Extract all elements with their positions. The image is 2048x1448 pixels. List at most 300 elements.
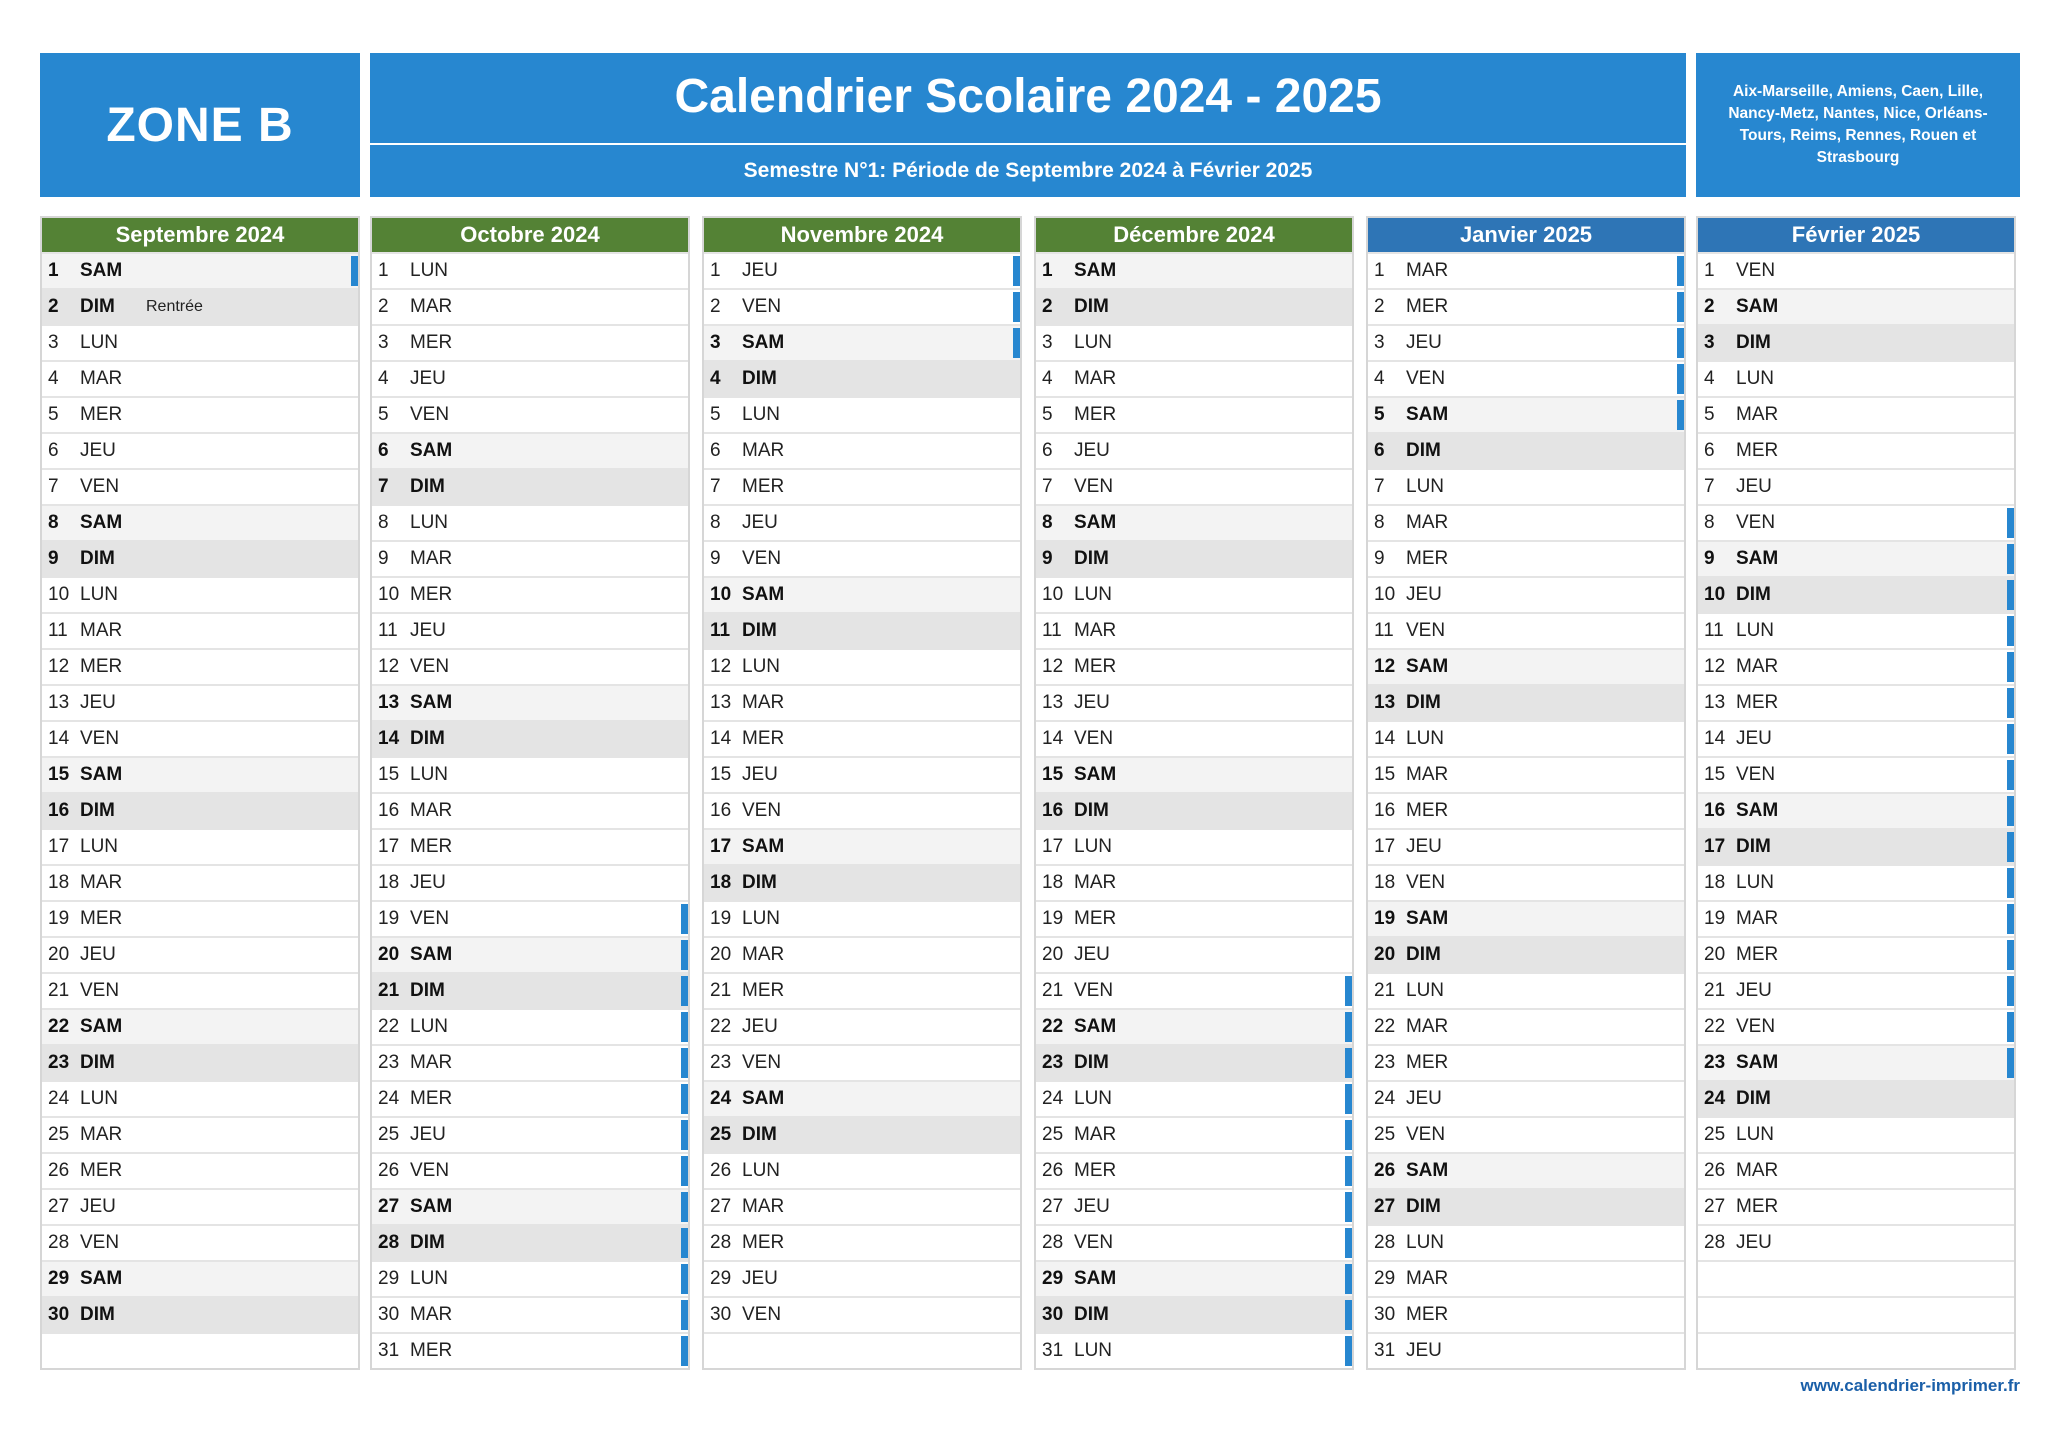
day-name: JEU — [742, 260, 778, 281]
day-number: 19 — [710, 908, 732, 929]
day-number: 21 — [48, 980, 70, 1001]
day-number: 28 — [1704, 1232, 1726, 1253]
vacation-marker — [681, 1192, 688, 1222]
day-number: 5 — [1042, 404, 1053, 425]
vacation-marker — [1345, 1156, 1352, 1186]
day-number: 17 — [48, 836, 70, 857]
day-row — [1698, 864, 2014, 900]
day-number: 10 — [1374, 584, 1396, 605]
day-row — [704, 360, 1020, 396]
month-header: Octobre 2024 — [372, 218, 688, 252]
month-column — [1366, 216, 1686, 1370]
day-name: VEN — [410, 656, 450, 677]
day-row — [42, 720, 358, 756]
website-link[interactable]: www.calendrier-imprimer.fr — [1800, 1376, 2020, 1395]
day-row — [372, 756, 688, 792]
day-name: LUN — [1736, 620, 1775, 641]
day-row — [372, 1224, 688, 1260]
day-row — [372, 648, 688, 684]
day-name: SAM — [80, 512, 123, 533]
day-number: 7 — [1374, 476, 1385, 497]
day-number: 9 — [710, 548, 721, 569]
day-number: 20 — [378, 944, 400, 965]
day-row — [1036, 612, 1352, 648]
day-row — [704, 792, 1020, 828]
day-row — [704, 864, 1020, 900]
day-row — [372, 900, 688, 936]
day-name: VEN — [742, 1052, 782, 1073]
vacation-marker — [1345, 1336, 1352, 1366]
day-number: 27 — [378, 1196, 400, 1217]
day-number: 29 — [710, 1268, 732, 1289]
day-number: 30 — [1374, 1304, 1396, 1325]
day-name: MER — [1406, 1304, 1449, 1325]
day-number: 28 — [710, 1232, 732, 1253]
day-row — [1698, 900, 2014, 936]
day-row — [1036, 720, 1352, 756]
day-row — [1036, 828, 1352, 864]
day-name: LUN — [410, 1016, 449, 1037]
day-name: LUN — [742, 908, 781, 929]
day-row — [704, 288, 1020, 324]
day-row — [1698, 828, 2014, 864]
month-column — [702, 216, 1022, 1370]
day-row — [704, 756, 1020, 792]
day-row — [704, 540, 1020, 576]
day-row — [1036, 432, 1352, 468]
day-number: 22 — [1704, 1016, 1726, 1037]
day-number: 9 — [1704, 548, 1715, 569]
day-row — [372, 1296, 688, 1332]
day-name: MER — [1406, 1052, 1449, 1073]
day-number: 22 — [710, 1016, 732, 1037]
day-name: VEN — [80, 980, 120, 1001]
day-name: JEU — [410, 1124, 446, 1145]
day-row — [1698, 756, 2014, 792]
day-row — [372, 504, 688, 540]
vacation-marker — [2007, 508, 2014, 538]
day-name: MER — [1074, 656, 1117, 677]
day-name: MER — [1736, 1196, 1779, 1217]
day-number: 23 — [1042, 1052, 1064, 1073]
day-row — [1368, 576, 1684, 612]
vacation-marker — [2007, 940, 2014, 970]
day-number: 20 — [1704, 944, 1726, 965]
day-number: 20 — [1042, 944, 1064, 965]
day-row — [704, 972, 1020, 1008]
day-name: MAR — [742, 1196, 785, 1217]
vacation-marker — [1345, 976, 1352, 1006]
day-row — [1698, 1188, 2014, 1224]
day-row — [1698, 504, 2014, 540]
day-number: 13 — [1042, 692, 1064, 713]
day-number: 9 — [378, 548, 389, 569]
day-name: JEU — [1736, 980, 1772, 1001]
vacation-marker — [2007, 832, 2014, 862]
day-name: VEN — [80, 728, 120, 749]
vacation-marker — [2007, 544, 2014, 574]
month-header: Décembre 2024 — [1036, 218, 1352, 252]
day-row — [1368, 396, 1684, 432]
day-number: 15 — [48, 764, 70, 785]
day-row — [1036, 1188, 1352, 1224]
day-name: MAR — [80, 368, 123, 389]
day-row — [42, 396, 358, 432]
vacation-marker — [1345, 1048, 1352, 1078]
day-row — [42, 288, 358, 324]
day-name: JEU — [1074, 692, 1110, 713]
day-name: MAR — [80, 872, 123, 893]
day-name: LUN — [1074, 836, 1113, 857]
day-row — [372, 432, 688, 468]
day-number: 29 — [1374, 1268, 1396, 1289]
day-number: 26 — [1042, 1160, 1064, 1181]
day-row — [1698, 324, 2014, 360]
day-number: 7 — [1042, 476, 1053, 497]
day-name: LUN — [1406, 1232, 1445, 1253]
day-name: LUN — [80, 836, 119, 857]
day-number: 14 — [1374, 728, 1396, 749]
day-row — [1036, 1152, 1352, 1188]
day-name: SAM — [1736, 548, 1779, 569]
day-name: JEU — [1074, 1196, 1110, 1217]
day-number: 14 — [378, 728, 400, 749]
day-name: MER — [410, 332, 453, 353]
day-number: 1 — [710, 260, 721, 281]
day-row — [372, 1260, 688, 1296]
day-number: 22 — [378, 1016, 400, 1037]
vacation-marker — [2007, 1012, 2014, 1042]
vacation-marker — [681, 1084, 688, 1114]
day-number: 6 — [1042, 440, 1053, 461]
day-row — [42, 900, 358, 936]
day-row — [1036, 540, 1352, 576]
day-row — [704, 504, 1020, 540]
vacation-marker — [681, 904, 688, 934]
day-name: SAM — [742, 836, 785, 857]
day-name: MER — [1074, 1160, 1117, 1181]
day-row — [1698, 612, 2014, 648]
day-number: 10 — [1042, 584, 1064, 605]
day-row — [1036, 468, 1352, 504]
day-number: 2 — [1042, 296, 1053, 317]
day-name: MER — [410, 836, 453, 857]
day-number: 8 — [378, 512, 389, 533]
day-number: 16 — [1704, 800, 1726, 821]
vacation-marker — [2007, 796, 2014, 826]
day-name: LUN — [1406, 476, 1445, 497]
day-name: VEN — [410, 908, 450, 929]
day-name: DIM — [80, 296, 115, 317]
vacation-marker — [2007, 904, 2014, 934]
day-name: MAR — [1736, 908, 1779, 929]
day-name: JEU — [80, 692, 116, 713]
day-row — [372, 828, 688, 864]
day-row — [42, 540, 358, 576]
day-number: 25 — [48, 1124, 70, 1145]
day-number: 22 — [48, 1016, 70, 1037]
day-row — [1698, 1152, 2014, 1188]
day-name: SAM — [80, 260, 123, 281]
day-name: DIM — [80, 1304, 115, 1325]
day-number: 3 — [1374, 332, 1385, 353]
day-number: 1 — [378, 260, 389, 281]
day-number: 9 — [1042, 548, 1053, 569]
day-number: 11 — [710, 620, 731, 641]
day-number: 30 — [1042, 1304, 1064, 1325]
day-name: SAM — [1074, 1268, 1117, 1289]
day-row — [42, 684, 358, 720]
day-name: SAM — [410, 1196, 453, 1217]
day-number: 18 — [48, 872, 70, 893]
day-name: LUN — [1074, 584, 1113, 605]
day-name: JEU — [742, 764, 778, 785]
day-name: DIM — [410, 476, 445, 497]
month-header: Novembre 2024 — [704, 218, 1020, 252]
day-row — [1368, 1224, 1684, 1260]
day-number: 6 — [710, 440, 721, 461]
day-row — [704, 1224, 1020, 1260]
vacation-marker — [1345, 1300, 1352, 1330]
day-row — [1036, 396, 1352, 432]
day-number: 16 — [710, 800, 732, 821]
day-name: JEU — [1406, 1088, 1442, 1109]
day-number: 23 — [1374, 1052, 1396, 1073]
day-name: SAM — [742, 1088, 785, 1109]
day-name: LUN — [1074, 1088, 1113, 1109]
day-row — [704, 252, 1020, 288]
vacation-marker — [2007, 580, 2014, 610]
vacation-marker — [1677, 364, 1684, 394]
day-row — [372, 576, 688, 612]
day-number: 10 — [1704, 584, 1726, 605]
day-number: 1 — [48, 260, 59, 281]
day-row — [1368, 1008, 1684, 1044]
day-number: 19 — [1704, 908, 1726, 929]
day-row — [1698, 720, 2014, 756]
day-number: 29 — [48, 1268, 70, 1289]
day-row — [1368, 468, 1684, 504]
day-row — [1036, 1224, 1352, 1260]
day-number: 9 — [48, 548, 59, 569]
vacation-marker — [1677, 292, 1684, 322]
day-row — [42, 756, 358, 792]
day-row — [704, 1296, 1020, 1332]
day-number: 12 — [378, 656, 400, 677]
day-name: MAR — [410, 1304, 453, 1325]
day-name: VEN — [1074, 476, 1114, 497]
day-row — [1368, 1152, 1684, 1188]
day-name: MER — [1736, 440, 1779, 461]
day-name: MER — [1406, 296, 1449, 317]
day-number: 5 — [378, 404, 389, 425]
day-name: SAM — [410, 944, 453, 965]
day-name: DIM — [80, 1052, 115, 1073]
day-number: 17 — [378, 836, 400, 857]
day-row — [1036, 900, 1352, 936]
day-number: 15 — [1042, 764, 1064, 785]
day-number: 27 — [710, 1196, 732, 1217]
vacation-marker — [2007, 976, 2014, 1006]
day-number: 6 — [1374, 440, 1385, 461]
vacation-marker — [681, 1336, 688, 1366]
day-row — [42, 972, 358, 1008]
day-name: LUN — [410, 764, 449, 785]
day-number: 8 — [710, 512, 721, 533]
day-number: 2 — [1704, 296, 1715, 317]
day-name: LUN — [742, 656, 781, 677]
day-row — [1698, 1008, 2014, 1044]
day-number: 3 — [1042, 332, 1053, 353]
day-number: 25 — [1042, 1124, 1064, 1145]
day-number: 12 — [48, 656, 70, 677]
day-row — [704, 1116, 1020, 1152]
day-row — [42, 864, 358, 900]
day-name: SAM — [742, 584, 785, 605]
day-row — [1368, 720, 1684, 756]
day-name: MER — [1074, 404, 1117, 425]
month-column — [40, 216, 360, 1370]
day-name: MER — [1736, 944, 1779, 965]
day-number: 3 — [48, 332, 59, 353]
day-number: 5 — [710, 404, 721, 425]
day-name: VEN — [1406, 368, 1446, 389]
vacation-marker — [1345, 1012, 1352, 1042]
day-row — [704, 1080, 1020, 1116]
day-name: DIM — [1074, 296, 1109, 317]
day-row — [1036, 1080, 1352, 1116]
day-name: VEN — [1406, 620, 1446, 641]
day-row — [1698, 684, 2014, 720]
day-name: LUN — [1074, 332, 1113, 353]
vacation-marker — [681, 1156, 688, 1186]
day-name: MER — [742, 1232, 785, 1253]
day-name: SAM — [1736, 800, 1779, 821]
day-row — [1368, 972, 1684, 1008]
day-name: VEN — [80, 476, 120, 497]
day-row — [1698, 252, 2014, 288]
day-row — [1036, 1296, 1352, 1332]
day-number: 19 — [378, 908, 400, 929]
day-number: 29 — [378, 1268, 400, 1289]
day-number: 11 — [48, 620, 68, 641]
day-number: 28 — [1374, 1232, 1396, 1253]
day-number: 7 — [48, 476, 59, 497]
day-row — [1368, 684, 1684, 720]
day-name: DIM — [1406, 1196, 1441, 1217]
day-name: DIM — [742, 1124, 777, 1145]
day-name: LUN — [410, 260, 449, 281]
day-row — [372, 684, 688, 720]
day-name: DIM — [1406, 692, 1441, 713]
day-row — [1698, 936, 2014, 972]
day-number: 24 — [1042, 1088, 1064, 1109]
day-number: 12 — [1042, 656, 1064, 677]
day-row — [1698, 396, 2014, 432]
day-row — [42, 1260, 358, 1296]
day-number: 6 — [378, 440, 389, 461]
day-name: MAR — [80, 1124, 123, 1145]
day-name: MAR — [1736, 1160, 1779, 1181]
day-name: VEN — [80, 1232, 120, 1253]
day-number: 30 — [48, 1304, 70, 1325]
day-row — [704, 720, 1020, 756]
day-number: 14 — [710, 728, 732, 749]
day-name: SAM — [742, 332, 785, 353]
day-row — [372, 360, 688, 396]
day-number: 8 — [1042, 512, 1053, 533]
day-row — [1368, 756, 1684, 792]
day-row — [372, 936, 688, 972]
day-number: 2 — [1374, 296, 1385, 317]
day-number: 10 — [48, 584, 70, 605]
day-name: MAR — [1406, 1016, 1449, 1037]
day-name: MAR — [410, 296, 453, 317]
day-number: 1 — [1704, 260, 1715, 281]
day-row — [372, 1152, 688, 1188]
page-subtitle: Semestre N°1: Période de Septembre 2024 à Février 2025 — [743, 159, 1313, 182]
day-row — [704, 468, 1020, 504]
day-number: 17 — [710, 836, 732, 857]
day-row — [372, 612, 688, 648]
day-row — [704, 1044, 1020, 1080]
month-header: Janvier 2025 — [1368, 218, 1684, 252]
day-number: 2 — [378, 296, 389, 317]
day-number: 3 — [1704, 332, 1715, 353]
day-name: MAR — [742, 944, 785, 965]
day-number: 8 — [1374, 512, 1385, 533]
day-row — [704, 684, 1020, 720]
day-row — [704, 648, 1020, 684]
day-row — [42, 504, 358, 540]
day-row — [372, 720, 688, 756]
day-row — [42, 1008, 358, 1044]
day-number: 16 — [48, 800, 70, 821]
day-name: SAM — [80, 1016, 123, 1037]
day-row — [1698, 576, 2014, 612]
vacation-marker — [2007, 652, 2014, 682]
day-number: 2 — [48, 296, 59, 317]
day-name: VEN — [1074, 980, 1114, 1001]
day-number: 22 — [1374, 1016, 1396, 1037]
day-name: DIM — [742, 872, 777, 893]
day-number: 26 — [710, 1160, 732, 1181]
day-name: LUN — [742, 404, 781, 425]
day-name: VEN — [1074, 1232, 1114, 1253]
day-name: MAR — [410, 800, 453, 821]
day-row — [1368, 288, 1684, 324]
day-number: 3 — [710, 332, 721, 353]
day-name: SAM — [1406, 656, 1449, 677]
day-row — [1698, 1080, 2014, 1116]
day-name: MER — [742, 728, 785, 749]
day-name: MAR — [1074, 872, 1117, 893]
day-row — [1036, 504, 1352, 540]
day-name: JEU — [742, 512, 778, 533]
day-number: 27 — [48, 1196, 70, 1217]
vacation-marker — [1013, 256, 1020, 286]
day-number: 25 — [710, 1124, 732, 1145]
day-row — [1368, 864, 1684, 900]
day-row — [1036, 1116, 1352, 1152]
day-name: VEN — [742, 548, 782, 569]
day-number: 23 — [378, 1052, 400, 1073]
day-row — [1368, 1116, 1684, 1152]
day-number: 16 — [378, 800, 400, 821]
vacation-marker — [681, 1012, 688, 1042]
day-name: SAM — [1074, 764, 1117, 785]
day-number: 13 — [48, 692, 70, 713]
